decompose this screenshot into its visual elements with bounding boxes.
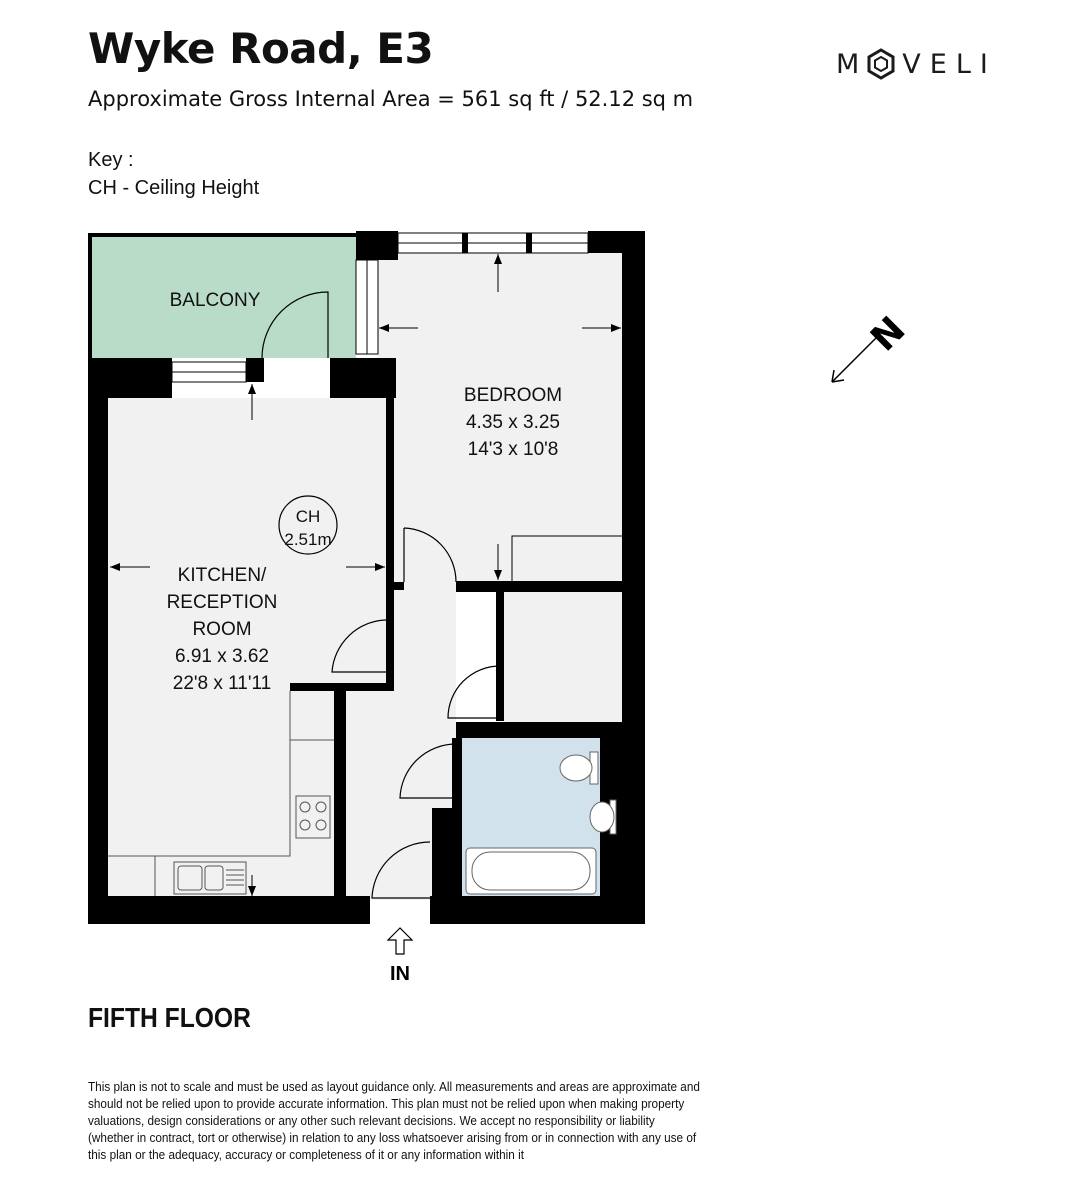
entrance-label: IN <box>390 963 410 985</box>
logo-text-veli: VELI <box>902 48 997 80</box>
wall <box>356 231 398 260</box>
wall <box>330 358 396 398</box>
gross-internal-area: Approximate Gross Internal Area = 561 sq ft / 52.12 sq m <box>88 87 694 111</box>
wall <box>496 581 504 721</box>
arrowhead <box>248 384 256 394</box>
bedroom-metric: 4.35 x 3.25 <box>465 412 561 433</box>
toilet-bowl <box>560 755 592 781</box>
wall <box>246 358 264 382</box>
compass-line <box>832 336 878 382</box>
wall <box>386 398 394 582</box>
balcony-edge <box>88 233 356 237</box>
floor-label: FIFTH FLOOR <box>88 1002 251 1033</box>
property-title: Wyke Road, E3 <box>88 24 434 73</box>
mullion <box>526 233 532 253</box>
storage-floor <box>504 592 622 722</box>
entrance-marker <box>388 928 412 985</box>
mullion <box>462 233 468 253</box>
washbasin <box>590 802 614 832</box>
logo-text-m: M <box>836 48 869 80</box>
wall <box>386 582 404 590</box>
entrance-arrow-icon <box>388 928 412 954</box>
ceiling-height-code: CH <box>295 507 321 526</box>
wall-outer-left <box>88 358 108 924</box>
balcony-edge <box>88 233 92 358</box>
kitchen-name-line3: ROOM <box>192 619 252 640</box>
wall-outer-bottom <box>88 896 370 924</box>
wall-outer-bottom <box>430 896 645 924</box>
bathtub <box>466 848 596 894</box>
disclaimer-text: This plan is not to scale and must be used as layout guidance only. All measurements and areas are approximate and should not be relied upon to provide accurate information. This plan must not be relied upon when making property valuations, design considerations or any other such relevant decisions. We accept no responsibility or liability (whether in contract, tort or otherwise) in relation to any loss whatsoever arising from or in connection with any use of this plan or the adequacy, accuracy or completeness of it or any information within it <box>88 1079 700 1162</box>
ceiling-height-value: 2.51m <box>284 530 332 549</box>
kitchen-name-line1: KITCHEN/ <box>177 565 267 586</box>
key-heading: Key : <box>88 149 134 171</box>
wall <box>386 590 394 690</box>
north-arrow-icon <box>832 309 914 382</box>
bedroom-imperial: 14'3 x 10'8 <box>467 439 559 460</box>
wall <box>334 683 346 896</box>
wall <box>432 808 462 898</box>
wall <box>456 722 622 738</box>
wall <box>456 581 622 592</box>
compass-north-letter: N <box>863 309 914 360</box>
key-entry-ceiling-height: CH - Ceiling Height <box>88 177 260 199</box>
bedroom-name: BEDROOM <box>463 385 563 406</box>
wall-outer-right <box>622 231 645 924</box>
kitchen-name-line2: RECEPTION <box>166 592 278 613</box>
kitchen-metric: 6.91 x 3.62 <box>174 646 270 667</box>
kitchen-imperial: 22'8 x 11'11 <box>172 673 272 694</box>
balcony-label: BALCONY <box>169 290 261 311</box>
